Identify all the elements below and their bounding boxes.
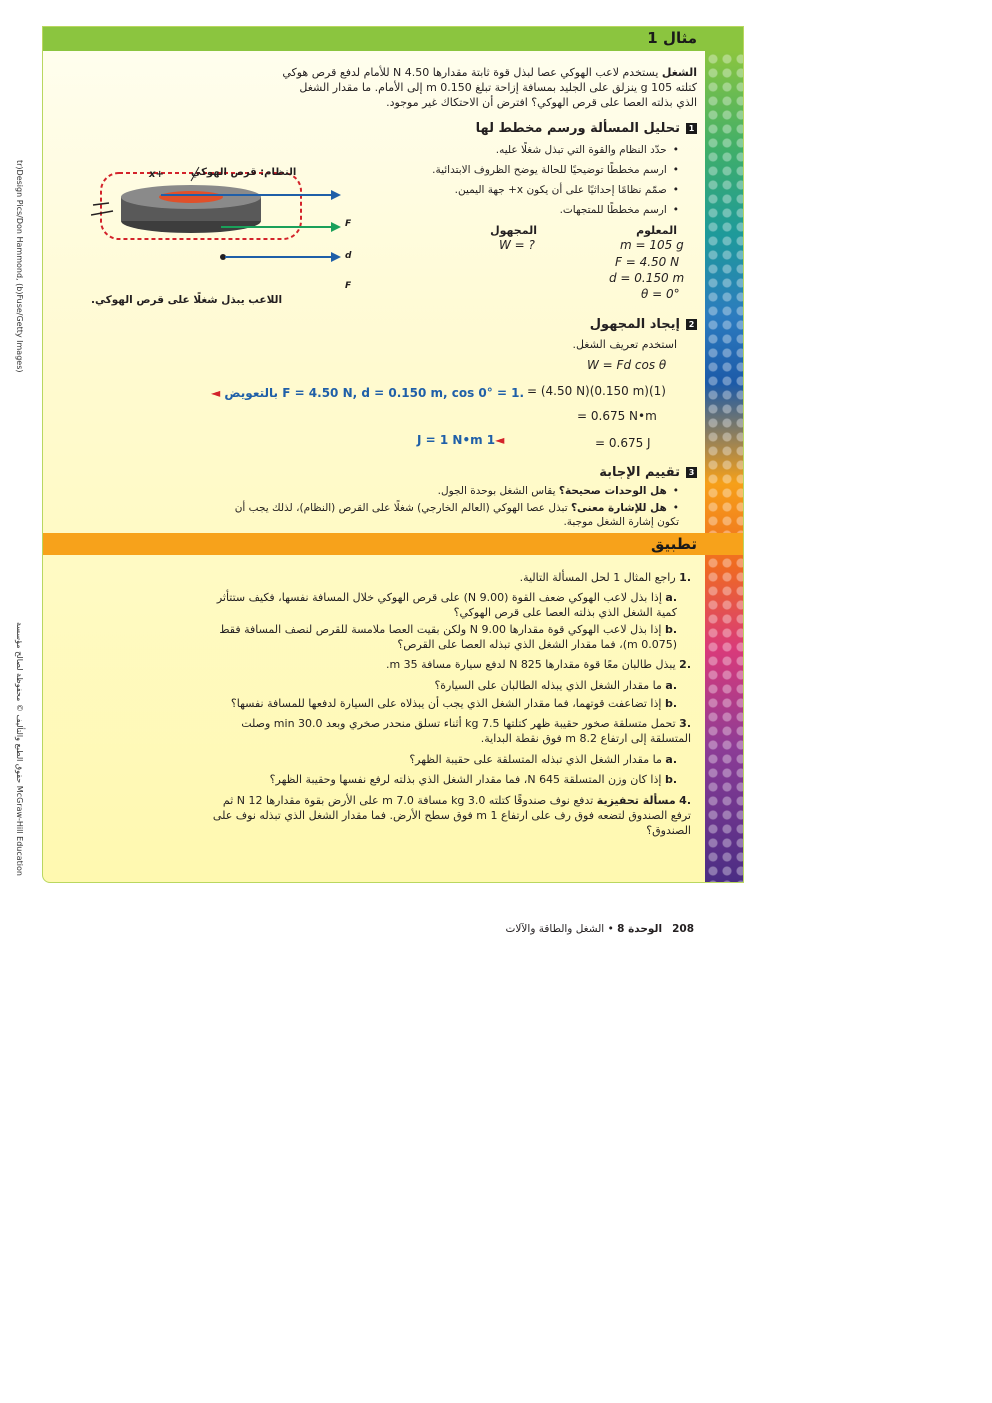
section-3-heading: 3تقييم الإجابة: [599, 465, 697, 480]
practice-title: تطبيق: [650, 535, 697, 553]
copyright-notice: حقوق الطبع والتأليف © محفوظة لصالح مؤسسة McGraw-Hill Education: [15, 622, 24, 876]
section-2-heading: 2إيجاد المجهول: [590, 317, 697, 332]
diagram-caption: اللاعب يبذل شغلًا على قرص الهوكي.: [91, 294, 283, 306]
practice-item-1a: .a إذا بذل لاعب الهوكي ضعف القوة (9.00 N) على قرص الهوكي خلال المسافة نفسها، فكيف ستتأثر كمية الشغل الذي بذلته العصا على قرص الهوكي؟: [216, 591, 677, 619]
example-card: [42, 26, 744, 883]
work-formula: W = Fd cos θ: [587, 358, 667, 372]
system-label: النظام: قرص الهوكي: [191, 167, 297, 178]
section-1-heading: 1تحليل المسألة ورسم مخطط لها: [476, 121, 697, 136]
result-nm: = 0.675 N•m: [577, 409, 657, 423]
bullet-3: • صمّم نظامًا إحداثيًا على أن يكون x+ جهة اليمين.: [455, 183, 679, 197]
known-angle: θ = 0°: [641, 287, 680, 301]
puck-illustration: [91, 159, 351, 309]
force-vector-label: F: [345, 219, 352, 229]
bullet-4: • ارسم مخططًا للمتجهات.: [560, 203, 679, 217]
decorative-stripe: [705, 51, 743, 882]
units-check: • هل الوحدات صحيحة؟ يقاس الشغل بوحدة الجول.: [438, 484, 679, 498]
step-number: 1: [686, 123, 697, 134]
substitution-equation: = (4.50 N)(0.150 m)(1): [527, 384, 666, 398]
practice-item-4: .4 مسألة تحفيزية تدفع نوف صندوقًا كتلته 3.0 kg مسافة 7.0 m على الأرض بقوة مقدارها 12 N ثم ترفع الصندوق لتضعه فوق رف على ارتفاع 1 m فوق سطح الأرض. فما مقدار الشغل الذي تبذله نوف على الصندوق؟: [212, 794, 691, 837]
step-number: 3: [686, 467, 697, 478]
practice-header: [43, 533, 743, 555]
hockey-puck-diagram: [91, 159, 351, 309]
step-number: 2: [686, 319, 697, 330]
practice-item-2: .2 يبذل طالبان معًا قوة مقدارها 825 N لدفع سيارة مسافة 35 m.: [385, 658, 691, 671]
unknown-label: المجهول: [490, 224, 537, 237]
photo-credit: tr)Design Pics/Don Hammond, (b)Fuse/Getty Images): [15, 160, 24, 373]
bullet-1: • حدّد النظام والقوة التي تبذل شغلًا عليه.: [496, 143, 679, 157]
chapter-title: الشغل والطاقة والآلات: [505, 923, 605, 935]
practice-item-2a: .a ما مقدار الشغل الذي يبذله الطالبان على السيارة؟: [434, 679, 677, 692]
practice-item-1: .1 راجع المثال 1 لحل المسألة التالية.: [519, 571, 691, 584]
problem-statement: الشغل يستخدم لاعب الهوكي عصا لبذل قوة ثابتة مقدارها 4.50 N للأمام لدفع قرص هوكي كتلته 105 g ينزلق على الجليد بمسافة إزاحة تبلغ 0.150 m إلى الأمام. ما مقدار الشغل الذي بذلته العصا على قرص الهوكي؟ افترض أن الاحتكاك غير موجود.: [282, 66, 697, 109]
example-title: مثال 1: [647, 29, 697, 47]
unit-label: الوحدة 8: [617, 923, 663, 935]
unknown-work: W = ?: [499, 238, 535, 252]
displacement-vector-label: d: [345, 251, 352, 261]
known-force: F = 4.50 N: [615, 255, 680, 269]
sign-check: • هل للإشارة معنى؟ تبذل عصا الهوكي (العالم الخارجي) شغلًا على القرص (النظام)، لذلك يجب أن تكون إشارة الشغل موجبة.: [219, 501, 679, 529]
practice-item-3: .3 تحمل متسلقة صخور حقيبة ظهر كتلتها 7.5 kg أثناء تسلق منحدر صخري وبعد 30.0 min وصلت المتسلقة إلى ارتفاع 8.2 m فوق نقطة البداية.: [241, 717, 691, 745]
unit-note: J = 1 N•m 1◄: [417, 433, 505, 447]
page-footer: [506, 923, 694, 935]
substitution-note: ◄ بالتعويض F = 4.50 N, d = 0.150 m, cos 0° = 1.: [211, 386, 525, 400]
result-joules: = 0.675 J: [595, 436, 651, 450]
practice-item-2b: .b إذا تضاعفت قوتهما، فما مقدار الشغل الذي يجب أن يبذلاه على السيارة لدفعها للمسافة نفسها؟: [230, 697, 677, 710]
example-header: [43, 27, 743, 51]
practice-item-3a: .a ما مقدار الشغل الذي تبذله المتسلقة على حقيبة الظهر؟: [409, 753, 677, 766]
axis-label: x+: [149, 169, 164, 180]
practice-item-1b: .b إذا بذل لاعب الهوكي قوة مقدارها 9.00 N ولكن بقيت العصا ملامسة للقرص لنصف المسافة فقط (0.075 m)، فما مقدار الشغل الذي تبذله العصا على القرص؟: [219, 623, 677, 651]
page-number: 208: [672, 923, 694, 935]
section-2-intro: استخدم تعريف الشغل.: [572, 338, 677, 351]
force-vector-label-2: F: [345, 281, 352, 291]
bullet-2: • ارسم مخططًا توضيحيًا للحالة يوضح الظروف الابتدائية.: [432, 163, 679, 177]
known-mass: m = 105 g: [620, 238, 684, 252]
footer-separator: •: [607, 923, 614, 935]
known-label: المعلوم: [636, 224, 677, 237]
practice-item-3b: .b إذا كان وزن المتسلقة 645 N، فما مقدار الشغل الذي بذلته لرفع نفسها وحقيبة الظهر؟: [269, 773, 677, 786]
known-distance: d = 0.150 m: [609, 271, 685, 285]
